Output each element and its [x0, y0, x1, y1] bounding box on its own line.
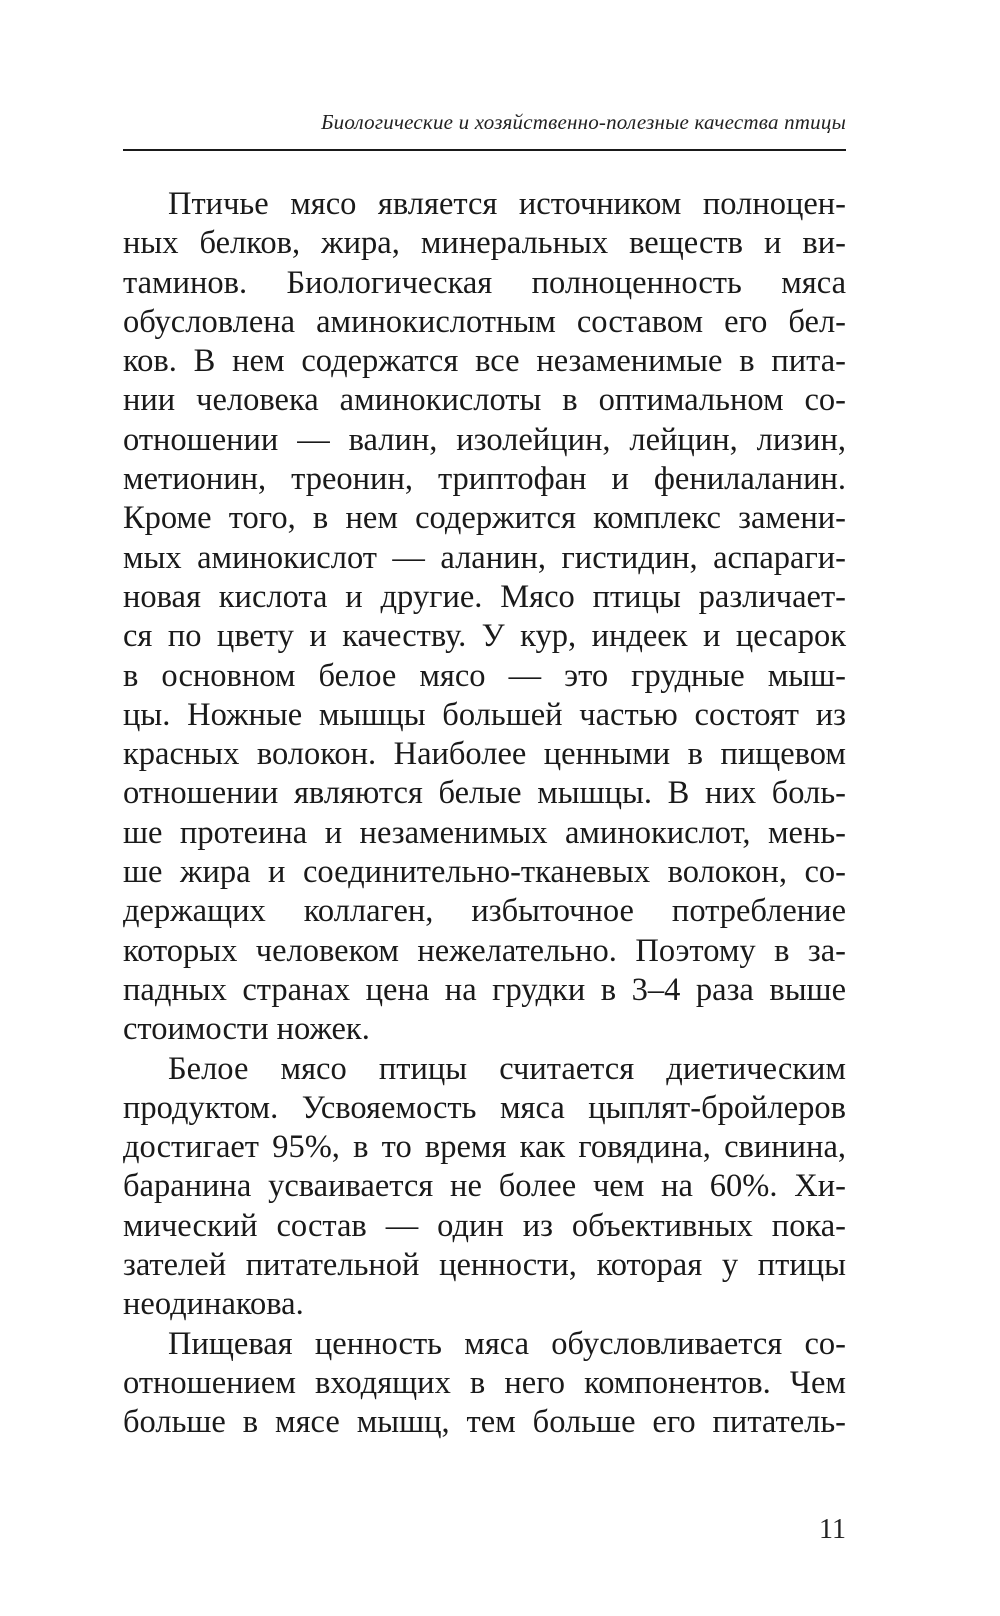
text-line: зателей питательной ценности, которая у птицы	[123, 1247, 846, 1284]
text-line: неодинакова.	[123, 1286, 304, 1323]
text-line: в основном белое мясо — это грудные мыш-	[123, 657, 846, 694]
text-line: мых аминокислот — аланин, гистидин, аспараги-	[123, 539, 846, 576]
text-line: Белое мясо птицы считается диетическим	[168, 1050, 846, 1087]
text-line: достигает 95%, в то время как говядина, свинина,	[123, 1129, 846, 1166]
text-line: отношении — валин, изолейцин, лейцин, лизин,	[123, 421, 846, 458]
text-line: ше жира и соединительно-тканевых волокон, со-	[123, 854, 846, 891]
paragraph-2	[123, 1050, 846, 1325]
text-line: отношении являются белые мышцы. В них боль-	[123, 775, 846, 812]
text-line: Кроме того, в нем содержится комплекс замени-	[123, 500, 846, 537]
paragraph-3	[123, 1325, 846, 1443]
text-line: мический состав — один из объективных пока-	[123, 1207, 846, 1244]
text-line: падных странах цена на грудки в 3–4 раза выше	[123, 971, 846, 1008]
text-line: нии человека аминокислоты в оптимальном со-	[123, 382, 846, 419]
text-line: больше в мясе мышц, тем больше его питатель-	[123, 1404, 846, 1441]
text-line: ся по цвету и качеству. У кур, индеек и цесарок	[123, 618, 846, 655]
text-line: ных белков, жира, минеральных веществ и ви-	[123, 225, 846, 262]
running-head: Биологические и хозяйственно-полезные качества птицы	[321, 110, 846, 134]
text-line: таминов. Биологическая полноценность мяса	[123, 264, 846, 301]
text-line: обусловлена аминокислотным составом его бел-	[123, 303, 846, 340]
text-line: Пищевая ценность мяса обусловливается со-	[168, 1325, 846, 1362]
text-line: красных волокон. Наиболее ценными в пищевом	[123, 736, 846, 773]
text-line: стоимости ножек.	[123, 1011, 370, 1048]
paragraph-1	[123, 185, 846, 1050]
text-line: новая кислота и другие. Мясо птицы различает-	[123, 578, 846, 615]
text-line: цы. Ножные мышцы большей частью состоят из	[123, 696, 846, 733]
text-line: баранина усваивается не более чем на 60%. Хи-	[123, 1168, 846, 1205]
text-line: метионин, треонин, триптофан и фенилаланин.	[123, 461, 846, 498]
text-line: отношением входящих в него компонентов. Чем	[123, 1364, 846, 1401]
text-line: продуктом. Усвояемость мяса цыплят-бройлеров	[123, 1089, 846, 1126]
header-rule	[123, 149, 846, 151]
text-line: которых человеком нежелательно. Поэтому в за-	[123, 932, 846, 969]
text-line: держащих коллаген, избыточное потребление	[123, 893, 846, 930]
text-line: ков. В нем содержатся все незаменимые в пита-	[123, 343, 846, 380]
body-text	[123, 185, 846, 1443]
text-line: Птичье мясо является источником полноцен-	[168, 186, 846, 222]
page-number: 11	[819, 1514, 846, 1545]
text-line: ше протеина и незаменимых аминокислот, мень-	[123, 814, 846, 851]
